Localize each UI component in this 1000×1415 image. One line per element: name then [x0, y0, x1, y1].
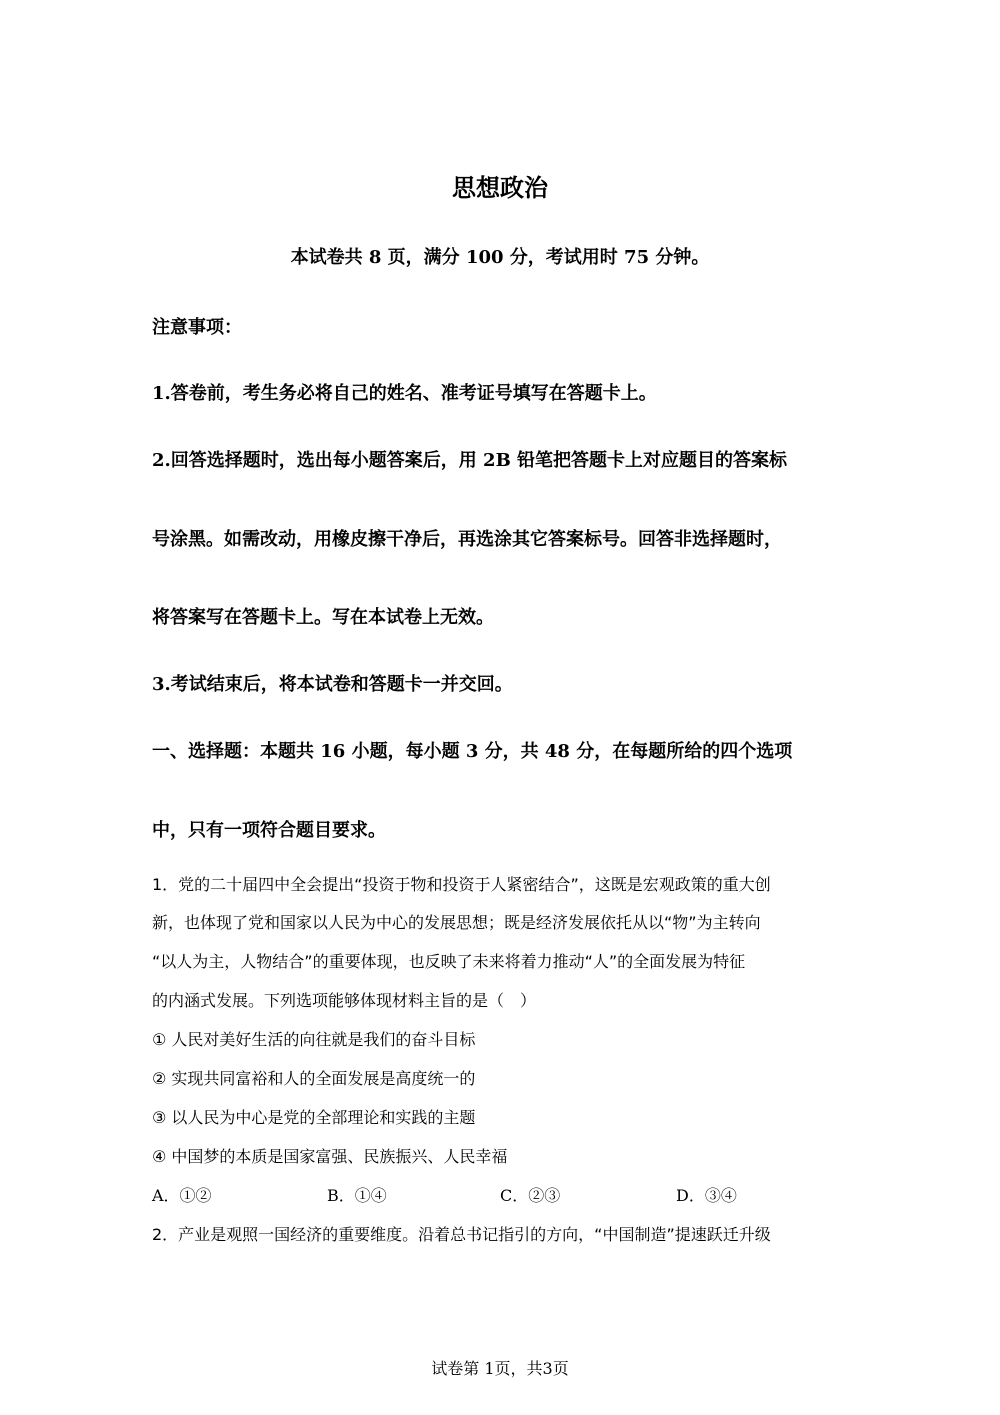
option-c: C．②③: [500, 1186, 561, 1205]
page-title: 思想政治: [452, 173, 548, 202]
question-1-line: 1．党的二十届四中全会提出“投资于物和投资于人紧密结合”，这既是宏观政策的重大创: [152, 875, 771, 894]
option-d: D．③④: [676, 1186, 737, 1205]
notice-item-2-cont: 号涂黑。如需改动，用橡皮擦干净后，再选涂其它答案标号。回答非选择题时，: [152, 529, 782, 550]
statement-3: ③ 以人民为中心是党的全部理论和实践的主题: [152, 1108, 476, 1127]
statement-2: ② 实现共同富裕和人的全面发展是高度统一的: [152, 1069, 476, 1088]
page-footer: 试卷第 1页，共3页: [431, 1359, 569, 1378]
notice-heading: 注意事项：: [152, 317, 242, 338]
statement-1: ① 人民对美好生活的向往就是我们的奋斗目标: [152, 1030, 476, 1049]
notice-item-2: 2.回答选择题时，选出每小题答案后，用 2B 铅笔把答题卡上对应题目的答案标: [152, 450, 788, 471]
section-heading-cont: 中，只有一项符合题目要求。: [152, 820, 386, 841]
statement-4: ④ 中国梦的本质是国家富强、民族振兴、人民幸福: [152, 1147, 508, 1166]
notice-item-1: 1.答卷前，考生务必将自己的姓名、准考证号填写在答题卡上。: [152, 383, 657, 404]
question-1-line: 新，也体现了党和国家以人民为中心的发展思想；既是经济发展依托从以“物”为主转向: [152, 913, 761, 932]
question-1-line: 的内涵式发展。下列选项能够体现材料主旨的是（ ）: [152, 991, 537, 1010]
notice-item-3: 3.考试结束后，将本试卷和答题卡一并交回。: [152, 674, 513, 695]
option-b: B．①④: [327, 1186, 387, 1205]
question-2-line: 2．产业是观照一国经济的重要维度。沿着总书记指引的方向，“中国制造”提速跃迁升级: [152, 1225, 771, 1244]
notice-item-2-end: 将答案写在答题卡上。写在本试卷上无效。: [152, 607, 494, 628]
option-a: A．①②: [152, 1186, 212, 1205]
exam-info: 本试卷共 8 页，满分 100 分，考试用时 75 分钟。: [290, 247, 710, 268]
section-heading: 一、选择题：本题共 16 小题，每小题 3 分，共 48 分，在每题所给的四个选项: [152, 741, 793, 762]
question-1-line: “以人为主，人物结合”的重要体现，也反映了未来将着力推动“人”的全面发展为特征: [152, 952, 746, 971]
